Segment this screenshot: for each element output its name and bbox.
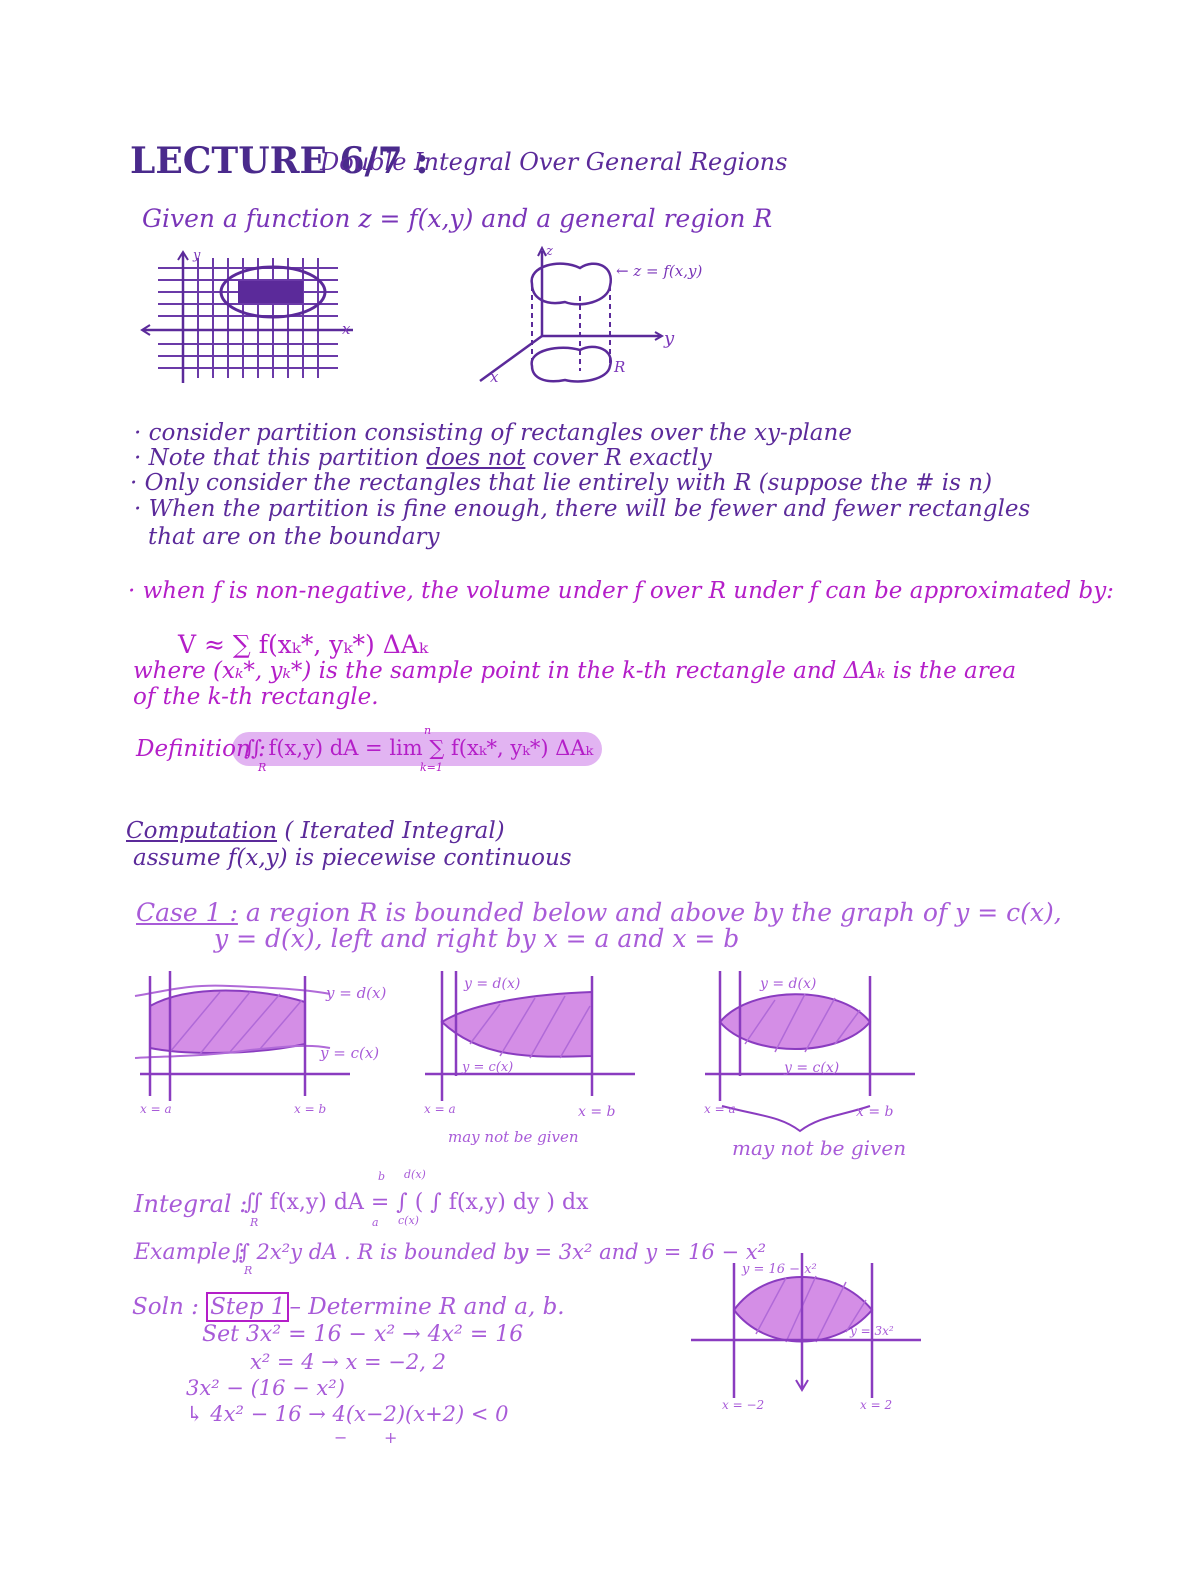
g3-note: may not be given: [732, 1136, 907, 1160]
bullet-inner-rectangles: · Only consider the rectangles that lie entirely with R (suppose the # is n): [130, 470, 993, 496]
axis-x-label: x: [490, 368, 499, 386]
g2-left-label: x = a: [424, 1102, 456, 1116]
definition-formula: ∬ f(x,y) dA = lim ∑ f(xₖ*, yₖ*) ΔAₖ: [244, 736, 594, 760]
case1-text: a region R is bounded below and above by the graph of y = c(x),: [245, 898, 1062, 927]
example-label: Example :: [134, 1240, 245, 1265]
integral-upper-inner: d(x): [404, 1168, 426, 1181]
axis-y-label: y: [664, 328, 675, 349]
g2-lower-label: y = c(x): [462, 1060, 514, 1075]
surface-label: ← z = f(x,y): [616, 262, 703, 280]
case-graph-2: [420, 966, 640, 1106]
g3-left-label: x = a: [704, 1102, 736, 1116]
example-integrand: ∬ 2x²y dA . R is bounded by: [232, 1240, 529, 1264]
lecture-topic: Double Integral Over General Regions: [320, 148, 788, 176]
solution-label: Soln :: [132, 1294, 199, 1320]
sign-minus: −: [334, 1428, 348, 1447]
integral-upper-outer: b: [378, 1170, 386, 1183]
where-line-1: where (xₖ*, yₖ*) is the sample point in the k-th rectangle and ΔAₖ is the area: [133, 658, 1017, 684]
g3-right-label: x = b: [856, 1104, 894, 1120]
computation-heading: [126, 818, 505, 844]
example-lower-label: y = 3x²: [850, 1324, 894, 1338]
integral-label: Integral :: [134, 1190, 248, 1218]
bullet-fine-partition: · When the partition is fine enough, there will be fewer and fewer rectangles: [134, 496, 1031, 522]
example-curves: y = 3x² and y = 16 − x²: [516, 1240, 767, 1264]
volume-statement: · when f is non-negative, the volume under f over R under f can be approximated by:: [128, 578, 1114, 604]
definition-label: Definition :: [136, 736, 266, 762]
g1-right-label: x = b: [294, 1102, 327, 1116]
case1-line2: y = d(x), left and right by x = a and x = b: [214, 924, 740, 953]
solution-line-3: 3x² − (16 − x²): [186, 1376, 345, 1400]
inner-rectangles: [238, 281, 303, 303]
bullet-not-exact: [134, 445, 712, 471]
bullet-partition: · consider partition consisting of rectangles over the xy-plane: [134, 420, 852, 446]
case1-line1: [136, 898, 1062, 927]
example-region: R: [244, 1264, 253, 1277]
g2-right-label: x = b: [578, 1104, 616, 1120]
g2-note: may not be given: [448, 1128, 579, 1146]
definition-sum-top: n: [424, 724, 432, 737]
example-upper-label: y = 16 − x²: [742, 1262, 817, 1277]
grid-x-label: x: [342, 320, 351, 338]
definition-region: R: [258, 761, 267, 774]
step-1-text: – Determine R and a, b.: [289, 1294, 565, 1320]
intro-text: Given a function z = f(x,y) and a general region R: [142, 204, 773, 233]
g1-left-label: x = a: [140, 1102, 172, 1116]
g3-upper-label: y = d(x): [760, 976, 817, 992]
g3-lower-label: y = c(x): [784, 1060, 840, 1076]
example-left-label: x = −2: [722, 1398, 765, 1412]
case-graph-2-region: [442, 992, 592, 1057]
solution-line-2: x² = 4 → x = −2, 2: [250, 1350, 446, 1374]
case-graph-3-region: [720, 994, 870, 1049]
step-1-box: Step 1: [206, 1292, 289, 1322]
example-right-label: x = 2: [860, 1398, 893, 1412]
definition-sum-bottom: k=1: [420, 761, 443, 774]
partition-grid-figure: [138, 248, 368, 388]
integral-lower-outer: a: [372, 1216, 379, 1229]
where-line-2: of the k-th rectangle.: [133, 684, 379, 710]
bullet-not-exact-b: cover R exactly: [532, 445, 712, 471]
grid-y-label: y: [193, 248, 201, 263]
axis-z-label: z: [546, 244, 553, 259]
integral-formula: ∬ f(x,y) dA = ∫ ( ∫ f(x,y) dy ) dx: [244, 1190, 589, 1215]
region-r-label: R: [614, 358, 626, 376]
integral-region: R: [250, 1216, 259, 1229]
bullet-not-exact-a: · Note that this partition: [134, 445, 419, 471]
bullet-not-exact-emphasis: does not: [426, 445, 526, 471]
integral-lower-inner: c(x): [398, 1214, 419, 1227]
computation-subtitle: ( Iterated Integral): [284, 818, 505, 844]
bullet-boundary: that are on the boundary: [148, 524, 440, 550]
lecture-title: LECTURE 6/7 :: [130, 140, 429, 182]
case1-label: Case 1 :: [136, 898, 238, 927]
solution-line: [132, 1294, 565, 1320]
g1-lower-label: y = c(x): [320, 1044, 380, 1062]
sign-plus: +: [384, 1428, 398, 1447]
g1-upper-label: y = d(x): [326, 984, 387, 1002]
case-graph-1-region: [150, 991, 305, 1053]
volume-formula: V ≈ ∑ f(xₖ*, yₖ*) ΔAₖ: [178, 630, 428, 659]
solution-line-1: Set 3x² = 16 − x² → 4x² = 16: [202, 1322, 524, 1347]
assume-line: assume f(x,y) is piecewise continuous: [133, 845, 572, 871]
solution-line-4: ↳ 4x² − 16 → 4(x−2)(x+2) < 0: [186, 1402, 509, 1426]
computation-title: Computation: [126, 818, 278, 844]
g2-upper-label: y = d(x): [464, 976, 521, 992]
